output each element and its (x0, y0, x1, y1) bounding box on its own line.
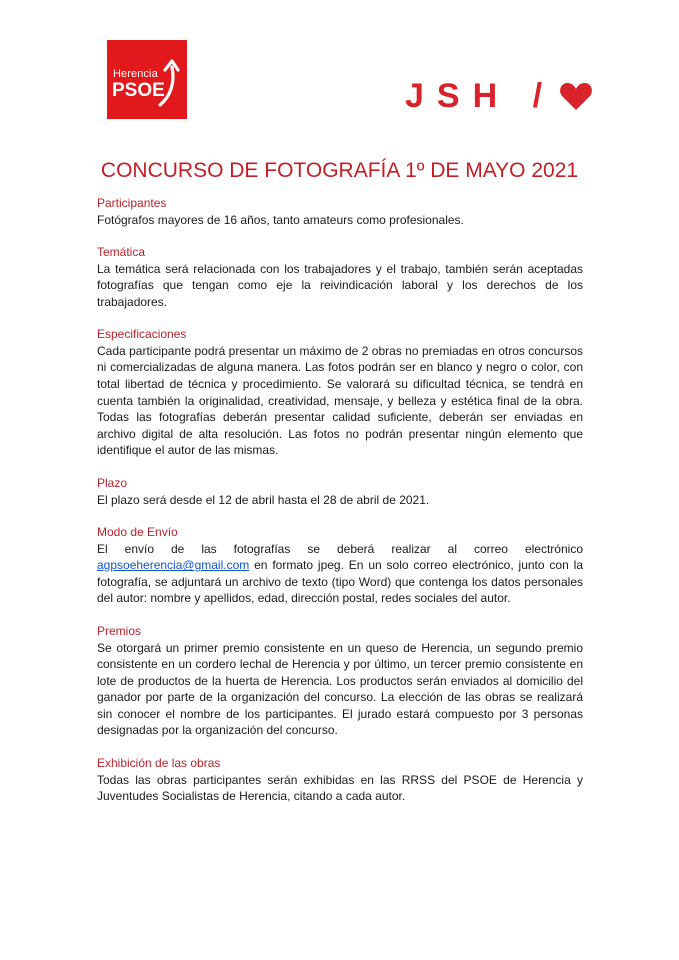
section-text: Cada participante podrá presentar un máximo de 2 obras no premiadas en otros concursos ni comercializadas de alguna manera. Las fotos podrán ser en blanco y negro o color, con total libertad de técnica y procedimiento. Se valorará su dificultad técnica, se tendrá en cuenta también la originalidad, creatividad, mensaje, y belleza y estética final de la obra. Todas las fotografías deberán presentar calidad suficiente, deberán ser enviadas en archivo digital de alta resolución. Las fotos no podrán presentar ningún elemento que identifique el autor de las mismas. (97, 343, 583, 458)
section-heading: Premios (97, 624, 142, 638)
section-modo-envio (97, 525, 583, 607)
section-heading: Especificaciones (97, 327, 187, 342)
section-heading: Temática (97, 245, 146, 260)
psoe-logo (107, 40, 187, 119)
section-text-after: en formato jpeg. En un solo correo electrónico, junto con la fotografía, se adjuntará un archivo de texto (tipo Word) que contenga los datos personales del autor: nombre y apellidos, edad, dirección postal, redes sociales del autor. (97, 558, 583, 606)
section-text-before: El envío de las fotografías se deberá realizar al correo electrónico (97, 541, 583, 556)
psoe-logo-name: PSOE (112, 80, 165, 101)
email-link[interactable]: agpsoeherencia@gmail.com (97, 558, 250, 573)
jsh-logo-text: JSH / (405, 76, 556, 115)
section-text: La temática será relacionada con los trabajadores y el trabajo, también serán aceptadas fotografías que tengan como eje la reivindicación laboral y los derechos de los trabajadores. (97, 261, 583, 309)
section-heading: Exhibición de las obras (97, 756, 221, 771)
section-premios (97, 624, 583, 739)
section-especificaciones (97, 327, 583, 459)
document-body (97, 196, 583, 822)
heart-icon (559, 81, 593, 111)
section-exhibicion (97, 756, 583, 805)
section-participantes (97, 196, 583, 228)
section-text: El plazo será desde el 12 de abril hasta el 28 de abril de 2021. (97, 492, 430, 507)
section-heading: Modo de Envío (97, 525, 178, 540)
page-title: CONCURSO DE FOTOGRAFÍA 1º DE MAYO 2021 (100, 159, 579, 182)
section-text: Todas las obras participantes serán exhibidas en las RRSS del PSOE de Herencia y Juventudes Socialistas de Herencia, citando a cada autor. (97, 772, 583, 804)
section-heading: Plazo (97, 476, 128, 491)
section-text (97, 541, 583, 607)
section-text: Se otorgará un primer premio consistente en un queso de Herencia, un segundo premio consistente en un cordero lechal de Herencia y por último, un tercer premio consistente en lote de productos de la huerta de Herencia. Los productos serán enviados al domicilio del ganador por parte de la organización del concurso. La elección de las obras se realizará sin conocer el nombre de los participantes. El jurado estará compuesto por 3 personas designadas por la organización del concurso. (97, 640, 583, 738)
section-heading: Participantes (97, 196, 167, 210)
section-tematica (97, 245, 583, 310)
section-plazo (97, 476, 583, 508)
section-text: Fotógrafos mayores de 16 años, tanto amateurs como profesionales. (97, 212, 464, 227)
jsh-logo (405, 76, 593, 116)
psoe-logo-town: Herencia (113, 68, 158, 80)
rising-arrow-icon (157, 58, 183, 108)
